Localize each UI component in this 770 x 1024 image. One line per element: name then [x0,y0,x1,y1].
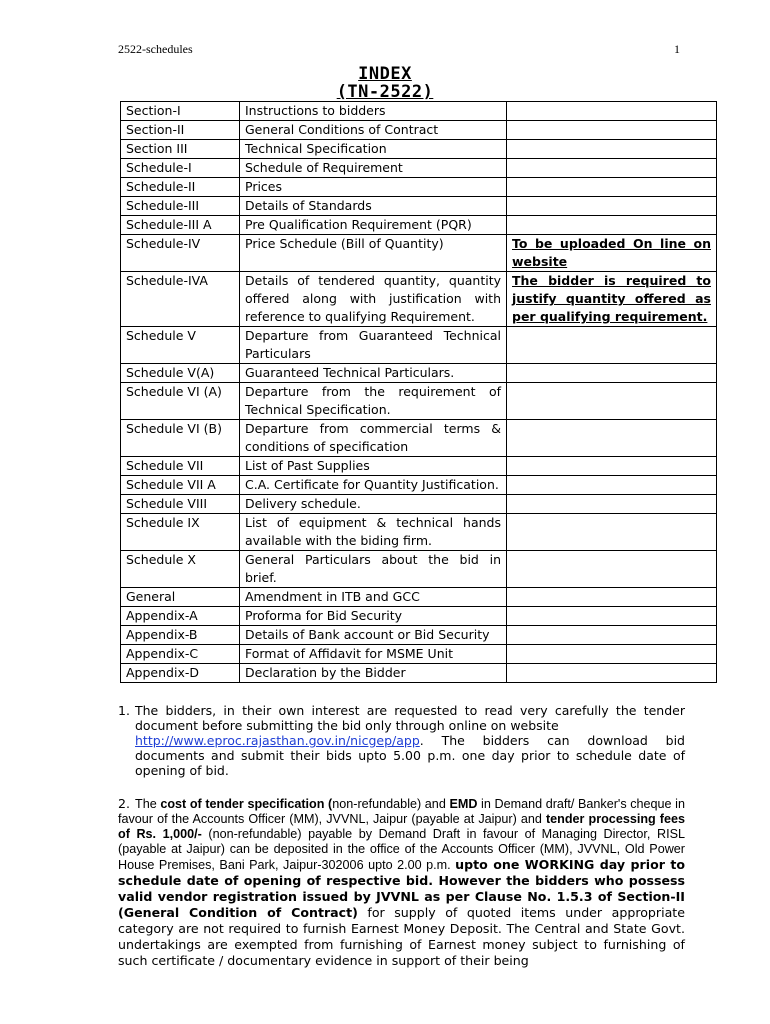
index-description-cell: Departure from the requirement of Technical Specification. [240,383,507,420]
index-code-cell: Schedule VIII [121,495,240,514]
index-code-cell: Schedule V(A) [121,364,240,383]
index-description-cell: Schedule of Requirement [240,159,507,178]
index-row [121,514,717,551]
index-description-cell: Delivery schedule. [240,495,507,514]
index-description-cell: General Particulars about the bid in brief. [240,551,507,588]
paragraph-bold-text: tender processing fees of Rs. 1,000/- [118,812,685,841]
index-code-cell: Schedule VI (B) [121,420,240,457]
index-row [121,457,717,476]
index-note-cell [507,383,717,420]
index-code-cell: Appendix-D [121,664,240,683]
index-code-cell: Appendix-A [121,607,240,626]
index-code-cell: Schedule X [121,551,240,588]
index-note-cell: The bidder is required to justify quantity offered as per qualifying requirement. [507,272,717,327]
instruction-paragraph-1 [118,703,685,778]
index-description-cell: Amendment in ITB and GCC [240,588,507,607]
index-note-cell [507,514,717,551]
index-row [121,383,717,420]
index-description-cell: Proforma for Bid Security [240,607,507,626]
paragraph-text: in Demand draft/ Banker's cheque in favour of the Accounts Officer (MM), JVVNL, Jaipur (payable at Jaipur) and [118,797,685,826]
paragraph-text: . The bidders can download bid documents and submit their bids upto 5.00 p.m. one day prior to schedule date of opening of bid. [135,733,685,778]
index-code-cell: Schedule-IV [121,235,240,272]
index-note-cell [507,645,717,664]
index-code-cell: Schedule IX [121,514,240,551]
index-code-cell: Schedule V [121,327,240,364]
index-note-cell [507,364,717,383]
index-row [121,476,717,495]
index-row [121,235,717,272]
paragraph-text: The [135,797,161,811]
paragraph-text: (non-refundable) payable by Demand Draft in favour of Managing Director, RISL (payable at Jaipur) can be deposited in the office of the Accounts Officer (MM), JVVNL, Old Power House Premises, Bani Park, Jaipur-302006 upto 2.00 p.m. [118,827,685,872]
index-note-cell [507,197,717,216]
index-note-cell [507,664,717,683]
index-description-cell: Details of Bank account or Bid Security [240,626,507,645]
index-note-cell: To be uploaded On line on website [507,235,717,272]
index-description-cell: Technical Specification [240,140,507,159]
index-description-cell: List of equipment & technical hands available with the biding firm. [240,514,507,551]
index-note-cell [507,216,717,235]
index-note-cell [507,607,717,626]
index-row [121,121,717,140]
header-doc-id: 2522-schedules [118,42,193,56]
index-description-cell: Price Schedule (Bill of Quantity) [240,235,507,272]
header-page-number: 1 [674,42,680,56]
index-row [121,607,717,626]
index-code-cell: Schedule-III A [121,216,240,235]
index-description-cell: Declaration by the Bidder [240,664,507,683]
index-description-cell: Departure from commercial terms & conditions of specification [240,420,507,457]
index-row [121,588,717,607]
paragraph-text: for supply of quoted items under appropriate category are not required to furnish Earnest Money Deposit. The Central and State Govt. undertakings are exempted from furnishing of Earnest money subject to furnishing of such certificate / documentary evidence in support of their being [118,905,685,968]
index-note-cell [507,140,717,159]
index-row [121,364,717,383]
index-code-cell: Appendix-B [121,626,240,645]
index-row [121,197,717,216]
paragraph-bold-text: EMD [449,797,478,811]
index-description-cell: Pre Qualification Requirement (PQR) [240,216,507,235]
index-note-cell [507,457,717,476]
index-note-cell [507,159,717,178]
index-row [121,626,717,645]
index-note-cell [507,178,717,197]
index-description-cell: List of Past Supplies [240,457,507,476]
index-description-cell: Details of tendered quantity, quantity offered along with justification with reference to qualifying Requirement. [240,272,507,327]
index-code-cell: Schedule-II [121,178,240,197]
index-description-cell: Instructions to bidders [240,102,507,121]
index-code-cell: Appendix-C [121,645,240,664]
index-row [121,140,717,159]
index-code-cell: Schedule VII A [121,476,240,495]
index-row [121,159,717,178]
index-code-cell: Schedule-IVA [121,272,240,327]
index-note-cell [507,551,717,588]
paragraph-number: 1. [118,703,130,718]
index-code-cell: Schedule VII [121,457,240,476]
index-note-cell [507,121,717,140]
index-row [121,495,717,514]
index-note-cell [507,626,717,645]
paragraph-text: document before submitting the bid only through online on website [135,718,559,733]
index-table [120,101,717,683]
index-row [121,420,717,457]
index-table-body [121,102,717,683]
index-row [121,645,717,664]
paragraph-bold-text: upto one WORKING day prior to schedule date of opening of respective bid. However the bidders who possess valid vendor registration issued by JVVNL as per Clause No. 1.5.3 of Section-II (General Condition of Contract) [118,857,686,920]
index-code-cell: Schedule-I [121,159,240,178]
instruction-paragraph-2 [118,796,685,969]
index-note-cell [507,420,717,457]
index-note-cell [507,588,717,607]
index-description-cell: C.A. Certificate for Quantity Justification. [240,476,507,495]
index-description-cell: Details of Standards [240,197,507,216]
index-row [121,327,717,364]
index-row [121,664,717,683]
index-row [121,272,717,327]
index-code-cell: Section-I [121,102,240,121]
index-description-cell: Format of Affidavit for MSME Unit [240,645,507,664]
paragraph-text: non-refundable) and [332,797,450,811]
paragraph-number: 2. [118,796,131,811]
index-row [121,216,717,235]
index-note-cell [507,476,717,495]
index-note-cell [507,327,717,364]
paragraph-lead: The bidders, in their own interest are requested to read very carefully the tender [135,703,685,718]
eproc-website-link[interactable]: http://www.eproc.rajasthan.gov.in/nicgep/app [135,733,420,748]
index-code-cell: Schedule VI (A) [121,383,240,420]
index-row [121,102,717,121]
index-code-cell: General [121,588,240,607]
index-row [121,178,717,197]
index-description-cell: Guaranteed Technical Particulars. [240,364,507,383]
index-note-cell [507,102,717,121]
index-note-cell [507,495,717,514]
tender-number-title: (TN-2522) [336,82,434,102]
index-code-cell: Section III [121,140,240,159]
index-row [121,551,717,588]
index-title: INDEX [358,64,412,84]
index-description-cell: Departure from Guaranteed Technical Particulars [240,327,507,364]
index-description-cell: Prices [240,178,507,197]
index-code-cell: Section-II [121,121,240,140]
index-description-cell: General Conditions of Contract [240,121,507,140]
paragraph-bold-text: cost of tender specification ( [160,797,333,811]
index-code-cell: Schedule-III [121,197,240,216]
